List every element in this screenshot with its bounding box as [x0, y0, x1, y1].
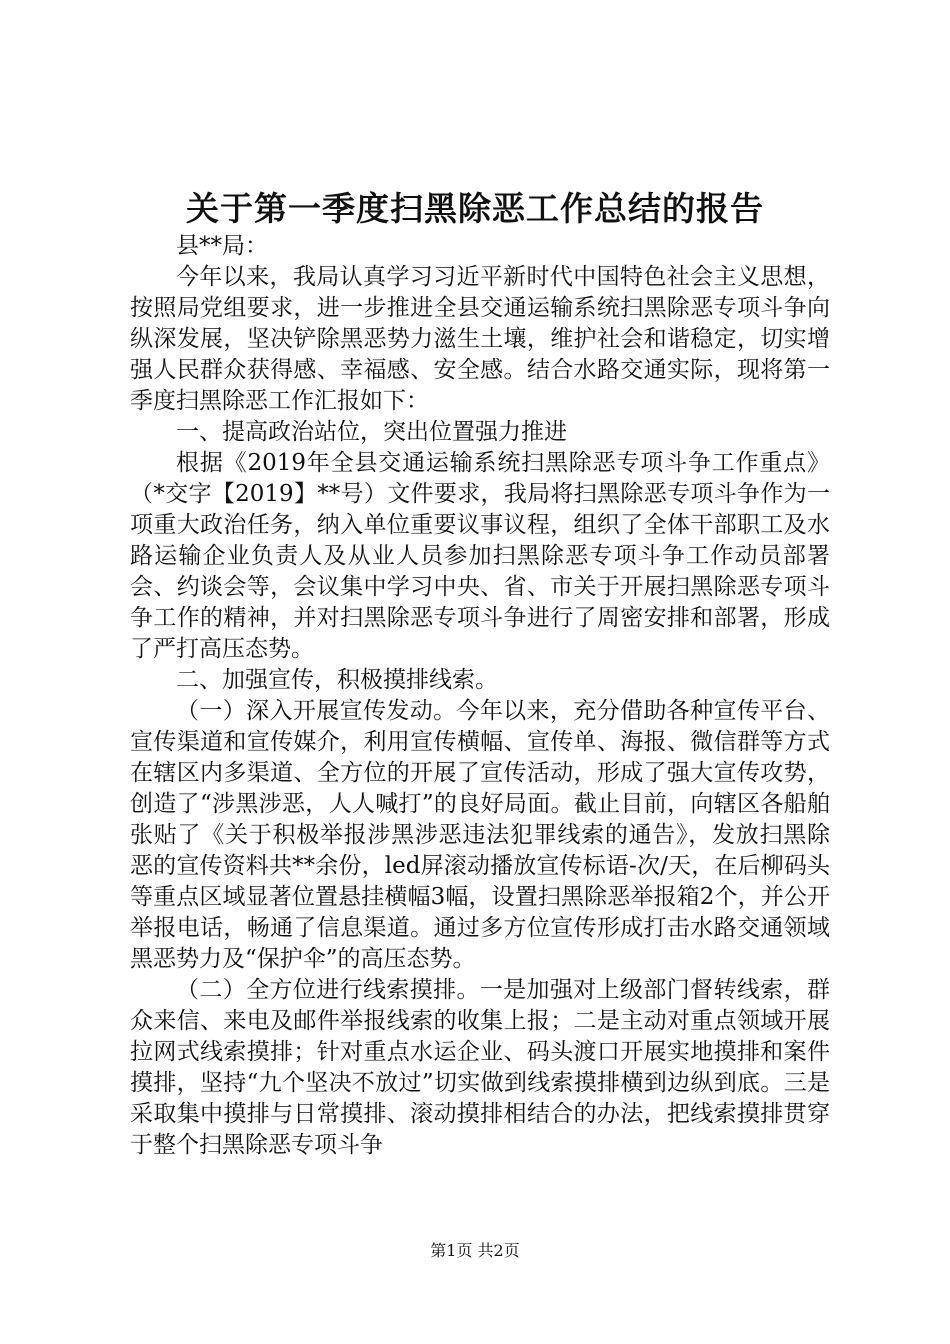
paragraph-intro: 今年以来，我局认真学习习近平新时代中国特色社会主义思想，按照局党组要求，进一步推进全县交通运输系统扫黑除恶专项斗争向纵深发展，坚决铲除黑恶势力滋生土壤，维护社会和谐稳定，切实增强人民群众获得感、幸福感、安全感。结合水路交通实际，现将第一季度扫黑除恶工作汇报如下：	[130, 264, 830, 414]
paragraph-clue-investigation: （二）全方位进行线索摸排。一是加强对上级部门督转线索，群众来信、来电及邮件举报线索的收集上报；二是主动对重点领域开展拉网式线索摸排；针对重点水运企业、码头渡口开展实地摸排和案件摸排，坚持“九个坚决不放过”切实做到线索摸排横到边纵到底。三是采取集中摸排与日常摸排、滚动摸排相结合的办法，把线索摸排贯穿于整个扫黑除恶专项斗争	[130, 977, 830, 1158]
paragraph-publicity: （一）深入开展宣传发动。今年以来，充分借助各种宣传平台、宣传渠道和宣传媒介，利用宣传横幅、宣传单、海报、微信群等方式在辖区内多渠道、全方位的开展了宣传活动，形成了强大宣传攻势，创造了“涉黑涉恶，人人喊打”的良好局面。截止目前，向辖区各船舶张贴了《关于积极举报涉黑涉恶违法犯罪线索的通告》，发放扫黑除恶的宣传资料共**余份，led屏滚动播放宣传标语-次/天，在后柳码头等重点区域显著位置悬挂横幅3幅，设置扫黑除恶举报箱2个，并公开举报电话，畅通了信息渠道。通过多方位宣传形成打击水路交通领域黑恶势力及“保护伞”的高压态势。	[130, 698, 830, 972]
document-title: 关于第一季度扫黑除恶工作总结的报告	[186, 189, 764, 228]
section-heading-1: 一、提高政治站位，突出位置强力推进	[176, 419, 567, 445]
page-footer: 第1页 共2页	[430, 1241, 520, 1260]
salutation: 县**局：	[176, 233, 268, 259]
section-heading-2: 二、加强宣传，积极摸排线索。	[176, 667, 498, 693]
document-body	[130, 231, 830, 1161]
paragraph-section-1: 根据《2019年全县交通运输系统扫黑除恶专项斗争工作重点》（*交字【2019】**号）文件要求，我局将扫黑除恶专项斗争作为一项重大政治任务，纳入单位重要议事议程，组织了全体干部职工及水路运输企业负责人及从业人员参加扫黑除恶专项斗争工作动员部署会、约谈会等，会议集中学习中央、省、市关于开展扫黑除恶专项斗争工作的精神，并对扫黑除恶专项斗争进行了周密安排和部署，形成了严打高压态势。	[130, 450, 830, 662]
